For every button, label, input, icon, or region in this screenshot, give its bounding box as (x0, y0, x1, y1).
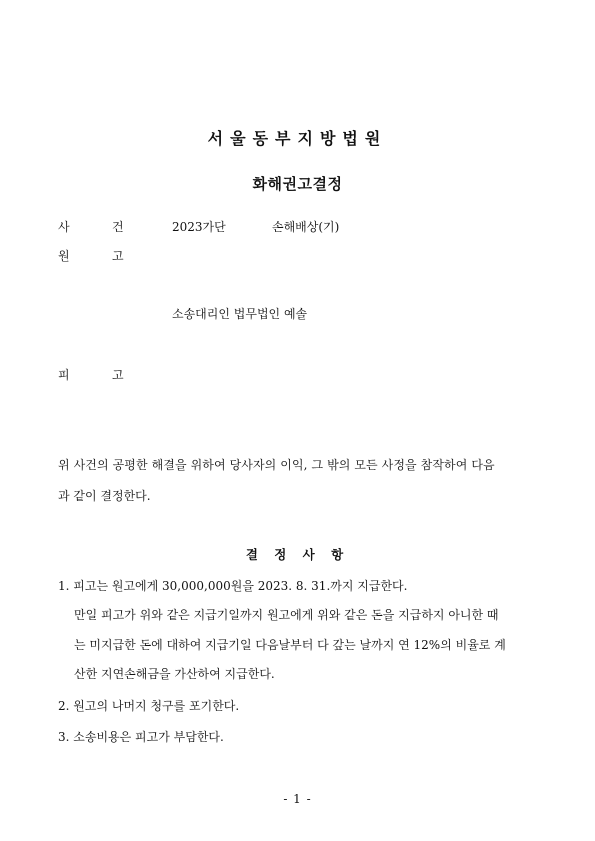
decision-item-1-detail-line-1: 만일 피고가 위와 같은 지급기일까지 원고에게 위와 같은 돈을 지급하지 아니한 때 (74, 608, 499, 622)
defendant-label-first-char: 피 (58, 368, 70, 382)
decision-heading: 결 정 사 항 (245, 547, 350, 562)
case-label-second-char: 건 (112, 220, 124, 234)
plaintiff-representative: 소송대리인 법무법인 예솔 (172, 307, 308, 321)
intro-line-2: 과 같이 결정한다. (58, 489, 151, 503)
court-name: 서울동부지방법원 (207, 129, 388, 148)
decision-item-1-detail-line-2: 는 미지급한 돈에 대하여 지급기일 다음날부터 다 갚는 날까지 연 12%의 비율로 계 (74, 638, 506, 652)
case-name: 손해배상(기) (272, 220, 340, 234)
decision-item-1: 1. 피고는 원고에게 30,000,000원을 2023. 8. 31.까지 지급한다. (58, 579, 408, 593)
decision-item-3: 3. 소송비용은 피고가 부담한다. (58, 730, 224, 744)
document-title: 화해권고결정 (252, 175, 343, 193)
defendant-label-second-char: 고 (112, 368, 124, 382)
decision-item-1-detail-line-3: 산한 지연손해금을 가산하여 지급한다. (74, 667, 275, 681)
decision-item-2: 2. 원고의 나머지 청구를 포기한다. (58, 699, 240, 713)
plaintiff-label-second-char: 고 (112, 249, 124, 263)
case-number: 2023가단 (172, 220, 226, 234)
intro-line-1: 위 사건의 공평한 해결을 위하여 당사자의 이익, 그 밖의 모든 사정을 참작하여 다음 (58, 458, 495, 472)
case-label-first-char: 사 (58, 220, 70, 234)
page-number: - 1 - (283, 792, 312, 806)
plaintiff-label-first-char: 원 (58, 249, 70, 263)
